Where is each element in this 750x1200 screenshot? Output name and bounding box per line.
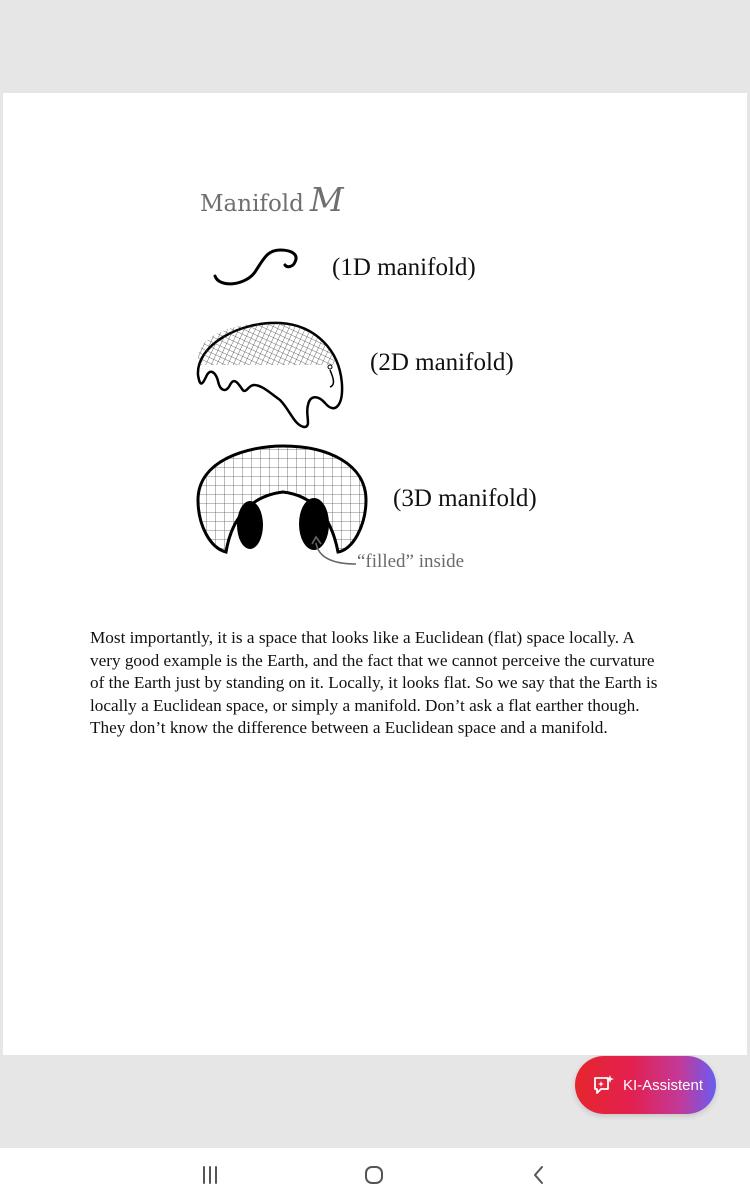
label-2d-manifold: (2D manifold) xyxy=(370,349,514,376)
back-icon[interactable] xyxy=(526,1162,552,1188)
document-page xyxy=(3,93,747,1055)
surface-2d-illustration xyxy=(190,315,350,435)
figure-title-word: Manifold xyxy=(200,191,304,217)
figure-title xyxy=(200,180,344,219)
ai-assistant-button[interactable] xyxy=(575,1056,716,1114)
figure-title-symbol: M xyxy=(309,180,344,219)
label-1d-manifold: (1D manifold) xyxy=(332,254,476,281)
ai-assistant-label: KI-Assistent xyxy=(623,1076,704,1094)
curve-1d-illustration xyxy=(205,240,305,295)
chat-sparkle-icon xyxy=(591,1073,615,1097)
home-icon[interactable] xyxy=(361,1162,387,1188)
torus-3d-illustration xyxy=(188,440,373,565)
filled-inside-note: “filled” inside xyxy=(357,551,465,572)
recents-icon[interactable] xyxy=(197,1162,223,1188)
body-paragraph[interactable]: Most importantly, it is a space that looks like a Euclidean (flat) space locally. A very good example is the Earth, and the fact that we cannot perceive the curvature of the Earth just by standing on it. Locally, it looks flat. So we say that the Earth is locally a Euclidean space, or simply a manifold. Don’t ask a flat earther though. They don’t know the difference between a Euclidean space and a manifold. xyxy=(90,628,658,737)
navigation-bar xyxy=(0,1148,750,1200)
label-3d-manifold: (3D manifold) xyxy=(393,485,537,512)
